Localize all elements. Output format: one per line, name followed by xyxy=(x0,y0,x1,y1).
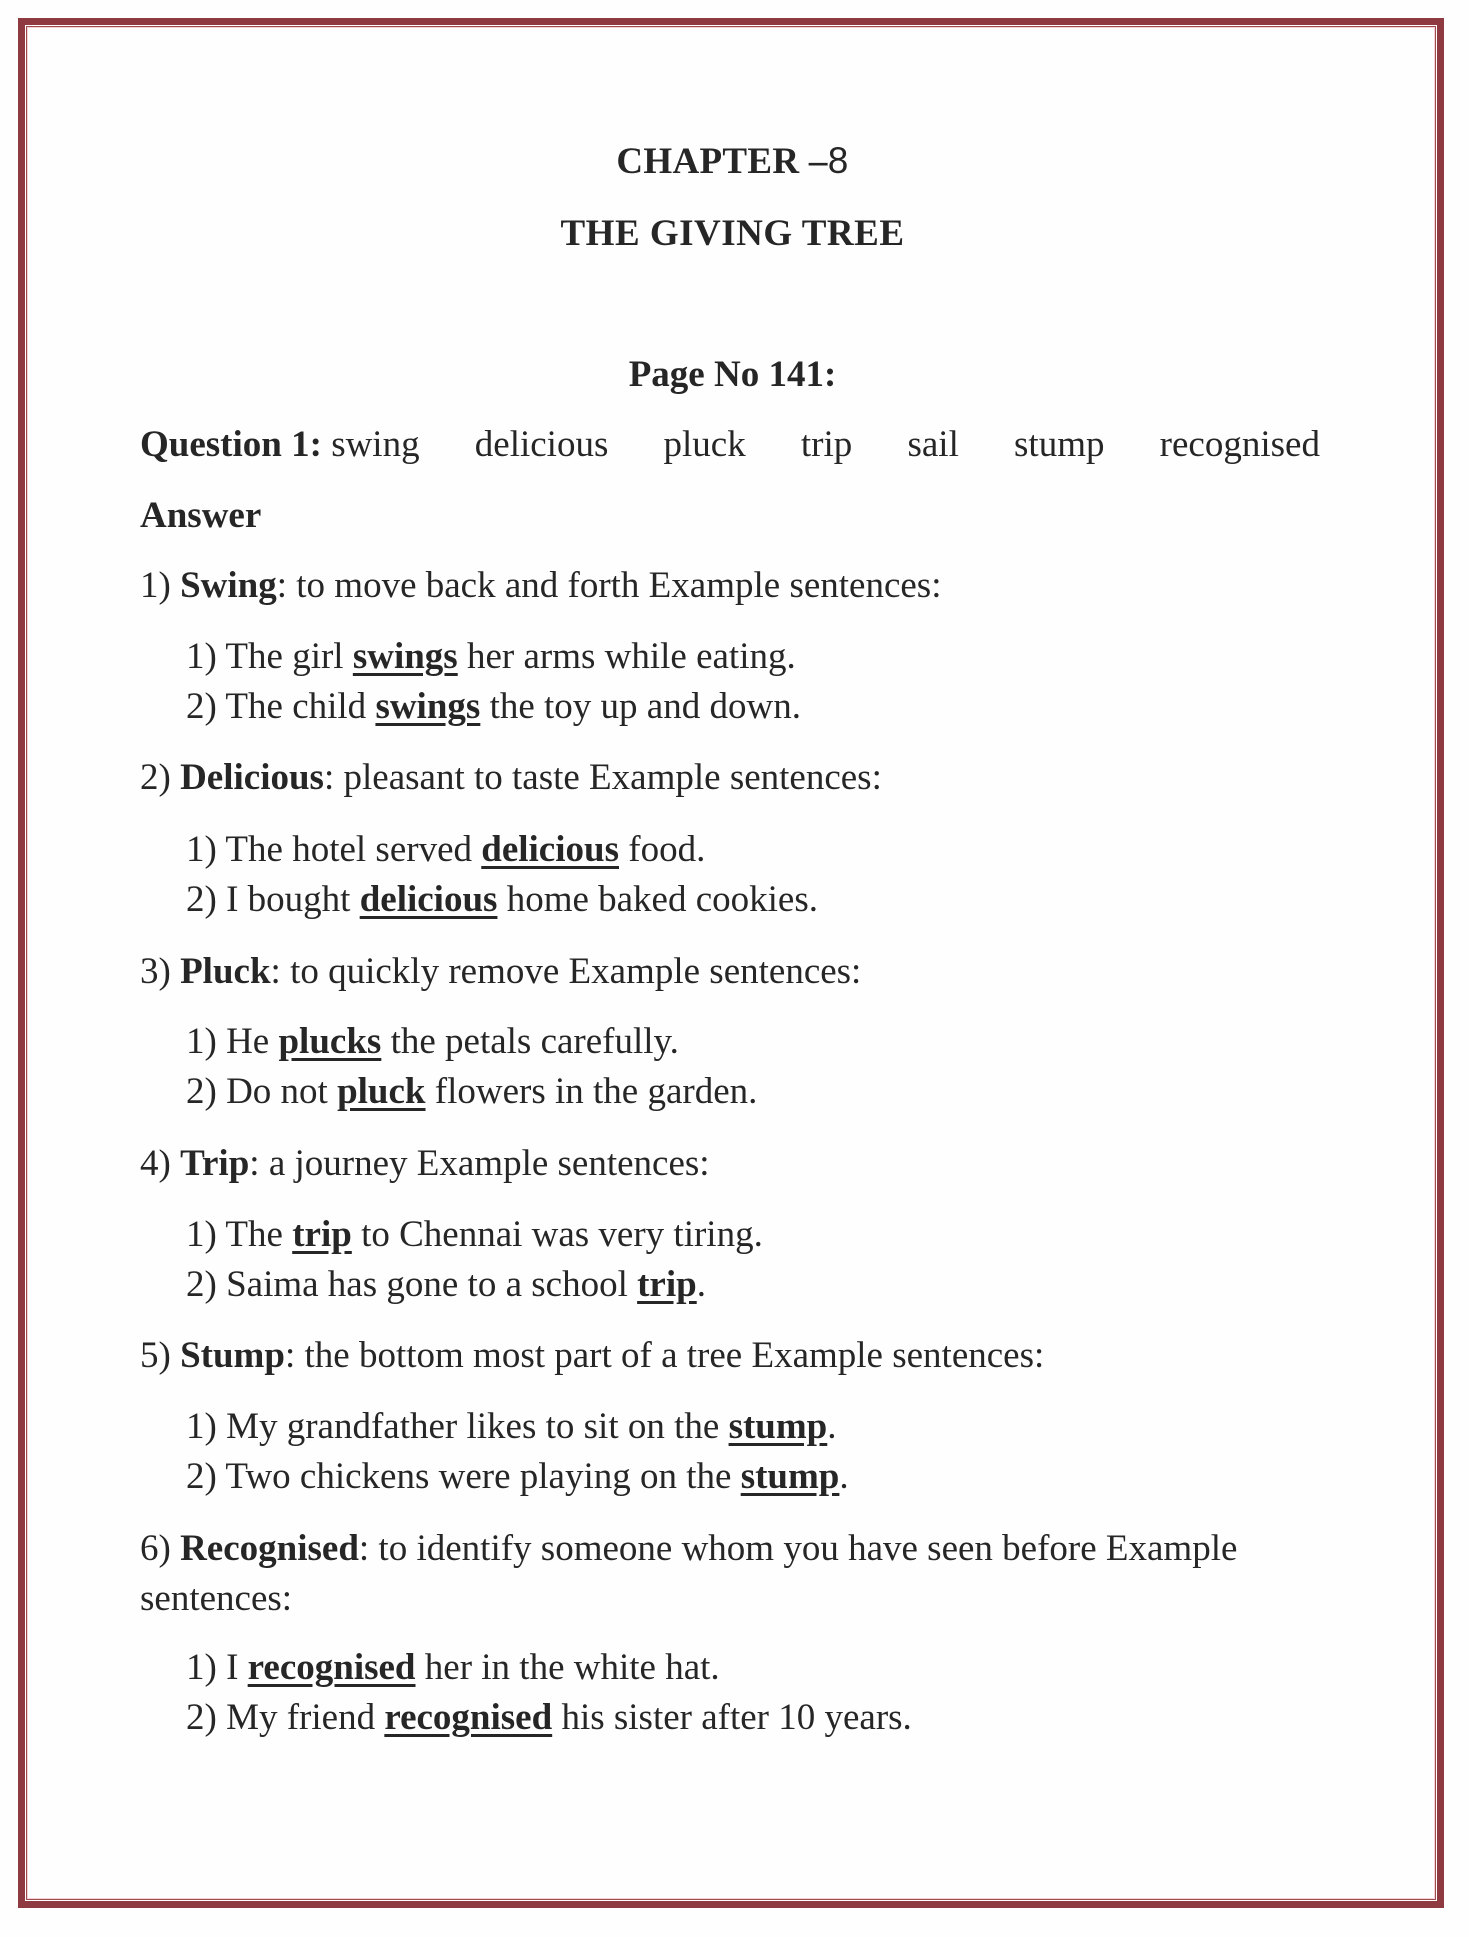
chapter-label: CHAPTER – xyxy=(616,141,828,182)
entry-term: Trip xyxy=(180,1143,250,1184)
example-text: the toy up and down. xyxy=(489,686,801,727)
question-word-group-1 xyxy=(140,423,420,466)
example-sentence xyxy=(186,685,801,728)
example-number: 2) xyxy=(186,879,217,920)
example-text: The hotel served xyxy=(225,829,472,870)
entry-trip xyxy=(140,1142,710,1185)
example-sentence xyxy=(186,1263,706,1306)
example-text: My friend xyxy=(226,1697,376,1738)
entry-stump xyxy=(140,1334,1044,1377)
question-label: Question 1: xyxy=(140,424,322,465)
example-text: . xyxy=(827,1406,837,1447)
example-text: I bought xyxy=(226,879,351,920)
example-sentence xyxy=(186,635,796,678)
example-text: her arms while eating. xyxy=(466,636,796,677)
question-word: pluck xyxy=(663,424,746,465)
example-number: 2) xyxy=(186,1697,217,1738)
entry-definition: : the bottom most part of a tree Example sentences: xyxy=(284,1335,1045,1376)
page-number-heading: Page No 141: xyxy=(628,354,837,395)
chapter-number: 8 xyxy=(827,140,849,181)
example-sentence xyxy=(186,1646,720,1689)
example-number: 1) xyxy=(186,1647,217,1688)
example-keyword: trip xyxy=(637,1264,697,1305)
answer-label: Answer xyxy=(140,495,262,536)
example-sentence xyxy=(186,1070,757,1113)
example-number: 1) xyxy=(186,1021,217,1062)
entry-term: Recognised xyxy=(180,1528,359,1569)
example-keyword: swings xyxy=(375,686,481,727)
entry-definition: : pleasant to taste Example sentences: xyxy=(323,757,882,798)
example-text: food. xyxy=(628,829,706,870)
example-text: his sister after 10 years. xyxy=(561,1697,912,1738)
entry-number: 5) xyxy=(140,1335,171,1376)
entry-term: Pluck xyxy=(180,951,271,992)
example-number: 1) xyxy=(186,1406,217,1447)
example-keyword: stump xyxy=(740,1456,840,1497)
example-keyword: delicious xyxy=(359,879,498,920)
entry-number: 1) xyxy=(140,565,171,606)
chapter-title: THE GIVING TREE xyxy=(560,213,905,254)
example-text: Saima has gone to a school xyxy=(226,1264,628,1305)
entry-number: 4) xyxy=(140,1143,171,1184)
example-keyword: pluck xyxy=(337,1071,426,1112)
example-keyword: delicious xyxy=(481,829,619,870)
example-keyword: plucks xyxy=(278,1021,382,1062)
question-word: recognised xyxy=(1159,424,1320,465)
entry-recognised xyxy=(140,1524,1330,1624)
example-keyword: swings xyxy=(352,636,458,677)
example-number: 1) xyxy=(186,829,217,870)
example-number: 1) xyxy=(186,636,217,677)
example-number: 2) xyxy=(186,686,217,727)
example-sentence xyxy=(186,878,818,921)
entry-term: Swing xyxy=(180,565,277,606)
question-word: swing xyxy=(331,424,420,465)
example-text: I xyxy=(226,1647,239,1688)
entry-number: 2) xyxy=(140,757,171,798)
example-text: He xyxy=(226,1021,270,1062)
example-keyword: recognised xyxy=(384,1697,553,1738)
example-text: to Chennai was very tiring. xyxy=(361,1214,763,1255)
example-text: . xyxy=(696,1264,706,1305)
example-sentence xyxy=(186,828,705,871)
example-text: home baked cookies. xyxy=(506,879,819,920)
entry-swing xyxy=(140,564,942,607)
entry-definition: : a journey Example sentences: xyxy=(249,1143,710,1184)
example-text: Do not xyxy=(226,1071,328,1112)
question-word: trip xyxy=(800,424,853,465)
chapter-heading xyxy=(140,140,1325,183)
entry-definition: : to identify someone whom you have seen before Example sentences: xyxy=(140,1528,1238,1619)
example-sentence xyxy=(186,1213,763,1256)
example-number: 1) xyxy=(186,1214,217,1255)
entry-definition: : to quickly remove Example sentences: xyxy=(270,951,862,992)
entry-term: Stump xyxy=(180,1335,285,1376)
example-number: 2) xyxy=(186,1456,217,1497)
example-text: Two chickens were playing on the xyxy=(225,1456,732,1497)
example-keyword: stump xyxy=(728,1406,828,1447)
question-word: sail xyxy=(907,424,959,465)
example-sentence xyxy=(186,1696,912,1739)
entry-number: 3) xyxy=(140,951,171,992)
question-word: delicious xyxy=(474,424,609,465)
entry-number: 6) xyxy=(140,1528,171,1569)
example-number: 2) xyxy=(186,1071,217,1112)
example-sentence xyxy=(186,1020,679,1063)
example-sentence xyxy=(186,1455,849,1498)
question-1 xyxy=(140,423,1320,466)
example-text: The girl xyxy=(225,636,344,677)
entry-delicious xyxy=(140,756,882,799)
example-text: The xyxy=(225,1214,283,1255)
example-keyword: recognised xyxy=(247,1647,416,1688)
example-text: her in the white hat. xyxy=(424,1647,720,1688)
entry-pluck xyxy=(140,950,861,993)
example-sentence xyxy=(186,1405,837,1448)
entry-definition: : to move back and forth Example sentences: xyxy=(276,565,942,606)
example-text: The child xyxy=(225,686,367,727)
example-number: 2) xyxy=(186,1264,217,1305)
example-text: . xyxy=(839,1456,849,1497)
entry-term: Delicious xyxy=(180,757,324,798)
example-text: flowers in the garden. xyxy=(434,1071,758,1112)
example-text: My grandfather likes to sit on the xyxy=(226,1406,720,1447)
example-text: the petals carefully. xyxy=(390,1021,679,1062)
example-keyword: trip xyxy=(292,1214,352,1255)
question-word: stump xyxy=(1014,424,1105,465)
